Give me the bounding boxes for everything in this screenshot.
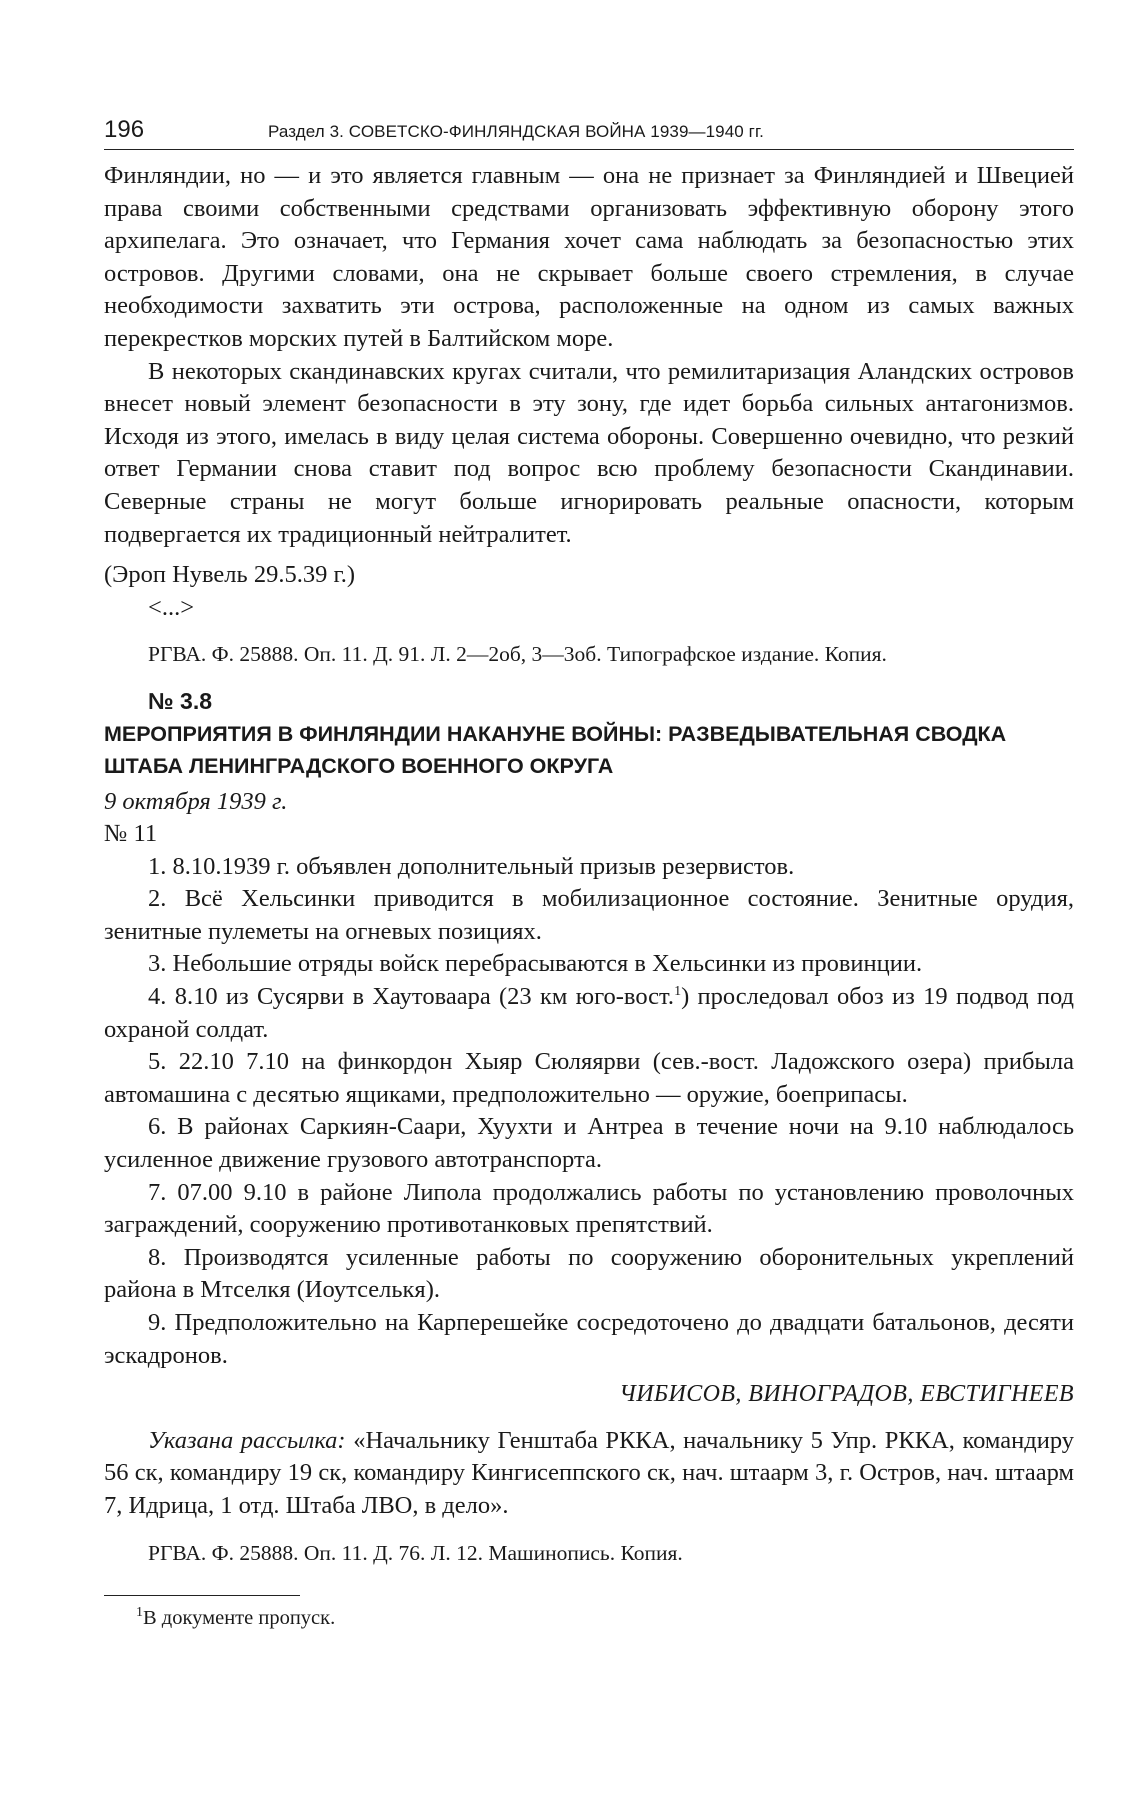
item-text: ) проследовал обоз из 19 подвод под охраной солдат. [104,983,1074,1043]
page-body [104,160,1074,1635]
report-number: № 11 [104,820,158,848]
paragraph-continuation: Финляндии, но — и это является главным — она не признает за Финляндией и Швецией права своими собственными средствами организовать эффективную оборону этого архипелага. Это означает, что Германия хочет сама наблюдать за безопасностью этих островов. Другими словами, она не скрывает больше своего стремления, в случае необходимости захватить эти острова, расположенные на одном из самых важных перекрестков морских путей в Балтийском море. [104,162,1074,352]
footnote [104,1602,1074,1635]
distribution [104,1425,1074,1523]
list-item: 1. 8.10.1939 г. объявлен дополнительный призыв резервистов. [148,852,795,880]
citation: (Эроп Нувель 29.5.39 г.) [104,561,356,589]
footnote-divider [104,1595,300,1596]
paragraph: В некоторых скандинавских кругах считали, что ремилитаризация Аландских островов внесет новый элемент безопасности в эту зону, где идет борьба сильных антагонизмов. Исходя из этого, имелась в виду целая система обороны. Совершенно очевидно, что резкий ответ Германии снова ставит под вопрос всю проблему безопасности Скандинавии. Северные страны не могут больше игнорировать реальные опасности, которым подвергается их традиционный нейтралитет. [104,357,1074,548]
footnote-ref: 1 [674,983,682,999]
list-item: 9. Предположительно на Карперешейке сосредоточено до двадцати батальонов, десяти эскадронов. [104,1309,1074,1369]
document-date: 9 октября 1939 г. [104,787,288,815]
list-item: 2. Всё Хельсинки приводится в мобилизационное состояние. Зенитные орудия, зенитные пулеметы на огневых позициях. [104,885,1074,945]
distribution-label: Указана рассылка: [148,1426,346,1454]
footnote-marker: 1 [136,1605,143,1621]
list-item: 7. 07.00 9.10 в районе Липола продолжались работы по установлению проволочных заграждений, сооружению противотанковых препятствий. [104,1178,1074,1239]
list-item: 5. 22.10 7.10 на финкордон Хыяр Сюляярви (сев.-вост. Ладожского озера) прибыла автомашина с десятью ящиками, предположительно — оружие, боеприпасы. [104,1048,1074,1108]
running-header [104,116,1074,150]
archive-source: РГВА. Ф. 25888. Оп. 11. Д. 91. Л. 2—2об, 3—3об. Типографское издание. Копия. [148,642,887,667]
list-item: 6. В районах Саркиян-Саари, Хуухти и Антреа в течение ночи на 9.10 наблюдалось усиленное движение грузового автотранспорта. [104,1113,1074,1174]
section-title: Раздел 3. СОВЕТСКО-ФИНЛЯНДСКАЯ ВОЙНА 1939—1940 гг. [268,122,764,141]
document-number: № 3.8 [148,687,213,714]
ellipsis: <...> [148,593,195,621]
list-item: 3. Небольшие отряды войск перебрасываются в Хельсинки из провинции. [148,950,923,978]
distribution-text: «Начальнику Генштаба РККА, начальнику 5 Упр. РККА, командиру 56 ск, командиру 19 ск, командиру Кингисеппского ск, нач. штаарм 3, г. Остров, нач. штаарм 7, Идрица, 1 отд. Штаба ЛВО, в дело». [104,1426,1074,1519]
item-text: 4. 8.10 из Сусярви в Хаутоваара (23 км юго-вост. [148,983,675,1011]
signatures: ЧИБИСОВ, ВИНОГРАДОВ, ЕВСТИГНЕЕВ [619,1381,1074,1408]
list-item [104,981,1074,1046]
page-number: 196 [104,116,145,143]
archive-source: РГВА. Ф. 25888. Оп. 11. Д. 76. Л. 12. Машинопись. Копия. [148,1540,683,1565]
document-title: МЕРОПРИЯТИЯ В ФИНЛЯНДИИ НАКАНУНЕ ВОЙНЫ: РАЗВЕДЫВАТЕЛЬНАЯ СВОДКА ШТАБА ЛЕНИНГРАДСКОГО ВОЕННОГО ОКРУГА [104,721,1007,778]
list-item: 8. Производятся усиленные работы по сооружению оборонительных укреплений района в Мтселкя (Иоутселькя). [104,1243,1074,1304]
footnote-text: В документе пропуск. [143,1607,336,1630]
